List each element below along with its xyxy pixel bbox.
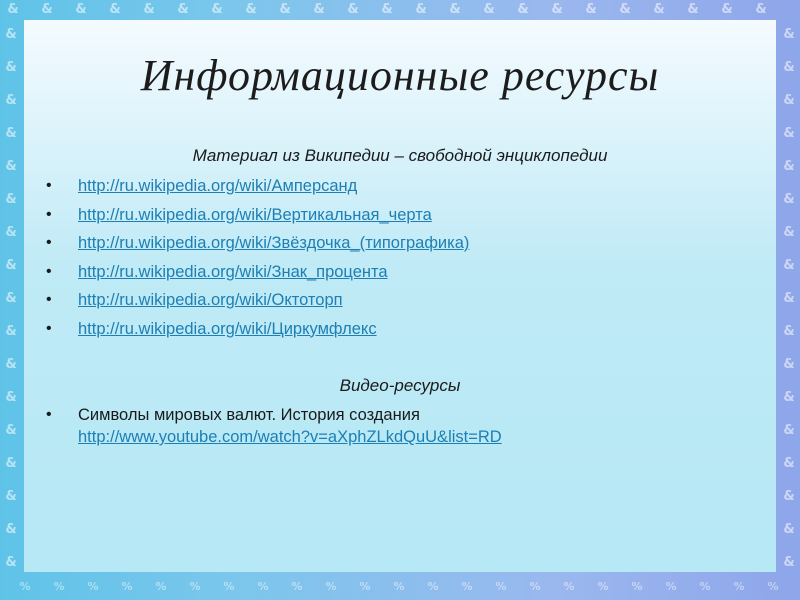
list-item [46, 232, 469, 261]
ampersand-decor-icon: & [5, 456, 17, 471]
ampersand-decor-icon: & [313, 2, 325, 17]
ampersand-decor-icon: & [75, 2, 87, 17]
percent-decor-icon: % [393, 580, 405, 593]
ampersand-decor-icon: & [5, 357, 17, 372]
percent-decor-icon: % [665, 580, 677, 593]
ampersand-decor-icon: & [5, 225, 17, 240]
list-item [46, 404, 502, 448]
ampersand-decor-icon: & [755, 2, 767, 17]
ampersand-decor-icon: & [5, 324, 17, 339]
ampersand-decor-icon: & [721, 2, 733, 17]
ampersand-decor-icon: & [381, 2, 393, 17]
percent-decor-icon: % [631, 580, 643, 593]
percent-decor-icon: % [767, 580, 779, 593]
ampersand-decor-icon: & [783, 258, 795, 273]
percent-decor-icon: % [427, 580, 439, 593]
video-heading: Видео-ресурсы [339, 376, 461, 395]
video-links-list [46, 404, 502, 448]
percent-decor-icon: % [529, 580, 541, 593]
ampersand-decor-icon: & [5, 423, 17, 438]
percent-decor-icon: % [461, 580, 473, 593]
ampersand-decor-icon: & [653, 2, 665, 17]
ampersand-decor-icon: & [5, 60, 17, 75]
list-item [46, 175, 469, 204]
ampersand-decor-icon: & [783, 390, 795, 405]
percent-decor-icon: % [495, 580, 507, 593]
ampersand-decor-icon: & [783, 489, 795, 504]
ampersand-decor-icon: & [5, 159, 17, 174]
ampersand-decor-icon: & [483, 2, 495, 17]
ampersand-decor-icon: & [5, 390, 17, 405]
ampersand-decor-icon: & [783, 192, 795, 207]
wiki-link-percent-sign[interactable]: http://ru.wikipedia.org/wiki/Знак_процента [78, 262, 388, 281]
ampersand-decor-icon: & [619, 2, 631, 17]
ampersand-decor-icon: & [783, 27, 795, 42]
ampersand-decor-icon: & [783, 159, 795, 174]
ampersand-decor-icon: & [585, 2, 597, 17]
video-description: • Символы мировых валют. История создания [78, 406, 420, 424]
ampersand-decor-icon: & [5, 192, 17, 207]
wiki-heading: Материал из Википедии – свободной энциклопедии [192, 146, 608, 165]
percent-decor-icon: % [189, 580, 201, 593]
ampersand-decor-icon: & [5, 27, 17, 42]
ampersand-decor-icon: & [109, 2, 121, 17]
ampersand-decor-icon: & [41, 2, 53, 17]
percent-decor-icon: % [121, 580, 133, 593]
ampersand-decor-icon: & [783, 291, 795, 306]
percent-decor-icon: % [733, 580, 745, 593]
ampersand-decor-icon: & [783, 126, 795, 141]
ampersand-decor-icon: & [347, 2, 359, 17]
ampersand-decor-icon: & [245, 2, 257, 17]
ampersand-decor-icon: & [783, 225, 795, 240]
ampersand-decor-icon: & [5, 93, 17, 108]
ampersand-decor-icon: & [211, 2, 223, 17]
list-item [46, 204, 469, 233]
list-item [46, 261, 469, 290]
ampersand-decor-icon: & [783, 423, 795, 438]
list-item [46, 318, 469, 347]
ampersand-decor-icon: & [783, 555, 795, 570]
ampersand-decor-icon: & [783, 456, 795, 471]
ampersand-decor-icon: & [5, 489, 17, 504]
wiki-link-octothorpe[interactable]: http://ru.wikipedia.org/wiki/Октоторп [78, 291, 343, 309]
percent-decor-icon: % [359, 580, 371, 593]
wiki-link-asterisk[interactable]: http://ru.wikipedia.org/wiki/Звёздочка_(типографика) [78, 234, 470, 252]
ampersand-decor-icon: & [5, 126, 17, 141]
ampersand-decor-icon: & [687, 2, 699, 17]
list-item [46, 289, 469, 318]
percent-decor-icon: % [53, 580, 65, 593]
ampersand-decor-icon: & [5, 522, 17, 537]
ampersand-decor-icon: & [7, 2, 19, 17]
ampersand-decor-icon: & [783, 60, 795, 75]
ampersand-decor-icon: & [783, 324, 795, 339]
ampersand-decor-icon: & [177, 2, 189, 17]
percent-decor-icon: % [87, 580, 99, 593]
ampersand-decor-icon: & [783, 522, 795, 537]
ampersand-decor-icon: & [5, 555, 17, 570]
ampersand-decor-icon: & [551, 2, 563, 17]
ampersand-decor-icon: & [5, 258, 17, 273]
wiki-links-list [46, 175, 469, 346]
wiki-link-vertical-bar[interactable]: http://ru.wikipedia.org/wiki/Вертикальная_черта [78, 205, 432, 224]
percent-decor-icon: % [223, 580, 235, 593]
percent-decor-icon: % [699, 580, 711, 593]
percent-decor-icon: % [597, 580, 609, 593]
percent-decor-icon: % [19, 580, 31, 593]
wiki-link-circumflex[interactable]: http://ru.wikipedia.org/wiki/Циркумфлекс [78, 319, 377, 338]
percent-decor-icon: % [291, 580, 303, 593]
ampersand-decor-icon: & [783, 357, 795, 372]
content-panel [24, 20, 776, 572]
ampersand-decor-icon: & [415, 2, 427, 17]
video-link[interactable]: http://www.youtube.com/watch?v=aXphZLkdQuU&list=RD [78, 428, 502, 446]
ampersand-decor-icon: & [517, 2, 529, 17]
percent-decor-icon: % [325, 580, 337, 593]
slide-title: Информационные ресурсы [140, 51, 660, 100]
wiki-link-ampersand[interactable]: http://ru.wikipedia.org/wiki/Амперсанд [78, 177, 358, 195]
percent-decor-icon: % [563, 580, 575, 593]
ampersand-decor-icon: & [5, 291, 17, 306]
percent-decor-icon: % [155, 580, 167, 593]
ampersand-decor-icon: & [449, 2, 461, 17]
ampersand-decor-icon: & [143, 2, 155, 17]
percent-decor-icon: % [257, 580, 269, 593]
ampersand-decor-icon: & [783, 93, 795, 108]
ampersand-decor-icon: & [279, 2, 291, 17]
